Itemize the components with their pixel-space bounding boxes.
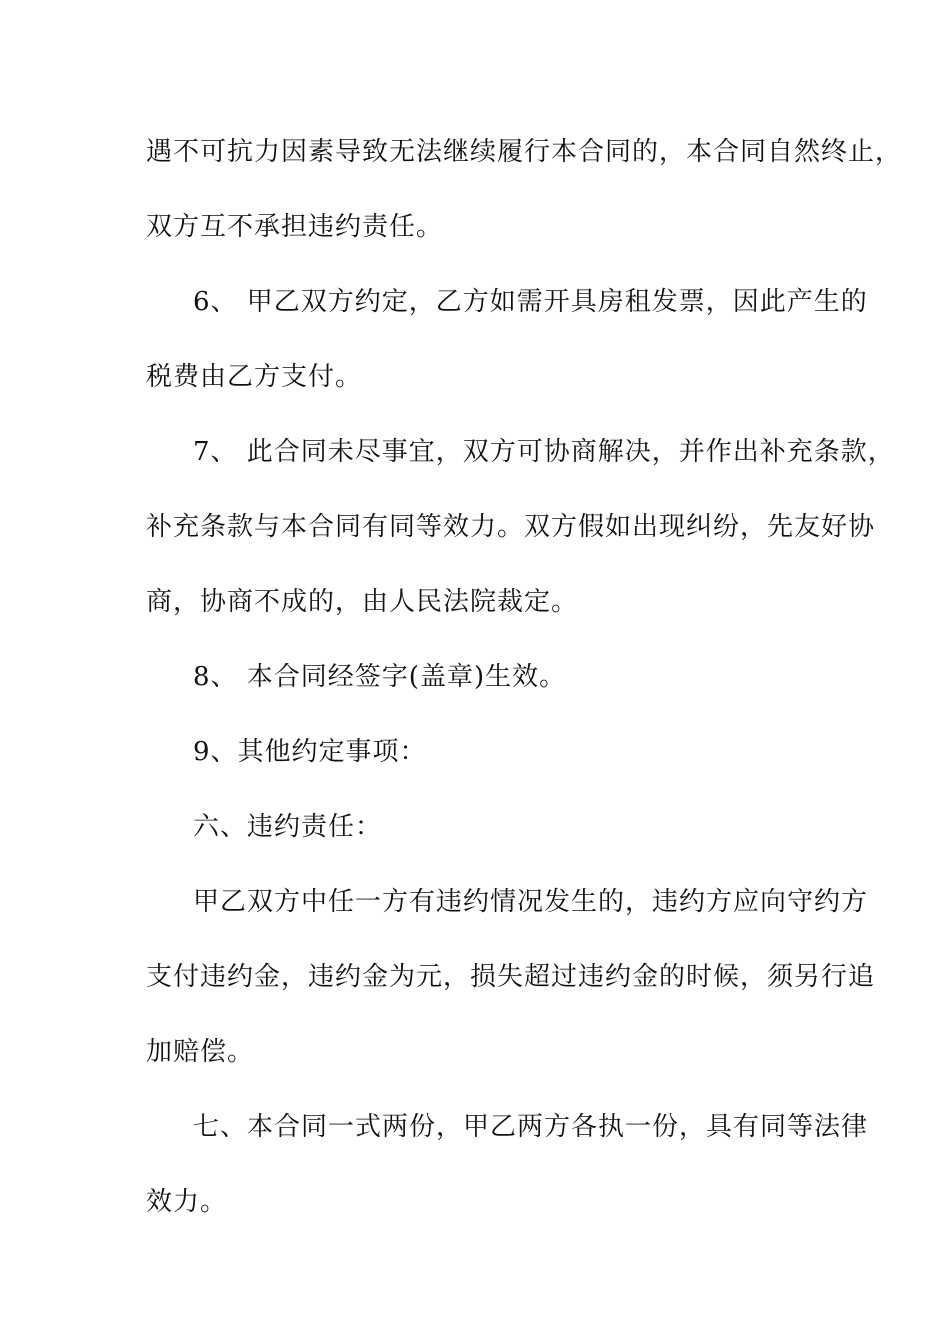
clause-8-line: 8、 本合同经签字(盖章)生效。 (193, 662, 567, 692)
section-heading: 七、本合同一式两份，甲乙两方各执一份，具有同等法律 (193, 1112, 869, 1142)
clause-9-line: 9、其他约定事项： (193, 737, 427, 767)
clause-7-line: 7、 此合同未尽事宜，双方可协商解决，并作出补充条款， (193, 437, 895, 467)
clause-6-line: 6、 甲乙双方约定，乙方如需开具房租发票，因此产生的 (193, 287, 868, 317)
paragraph-line: 遇不可抗力因素导致无法继续履行本合同的，本合同自然终止， (146, 137, 903, 167)
paragraph-line: 补充条款与本合同有同等效力。双方假如出现纠纷，先友好协 (146, 512, 876, 542)
section-heading: 六、违约责任： (193, 812, 383, 842)
paragraph-line: 支付违约金，违约金为元，损失超过违约金的时候，须另行追 (146, 962, 876, 992)
paragraph-line: 商，协商不成的，由人民法院裁定。 (146, 587, 579, 617)
paragraph-line: 双方互不承担违约责任。 (146, 212, 444, 242)
paragraph-line: 效力。 (146, 1187, 228, 1217)
paragraph-line: 税费由乙方支付。 (146, 362, 363, 392)
paragraph-line: 甲乙双方中任一方有违约情况发生的，违约方应向守约方 (193, 887, 869, 917)
paragraph-line: 加赔偿。 (146, 1037, 255, 1067)
